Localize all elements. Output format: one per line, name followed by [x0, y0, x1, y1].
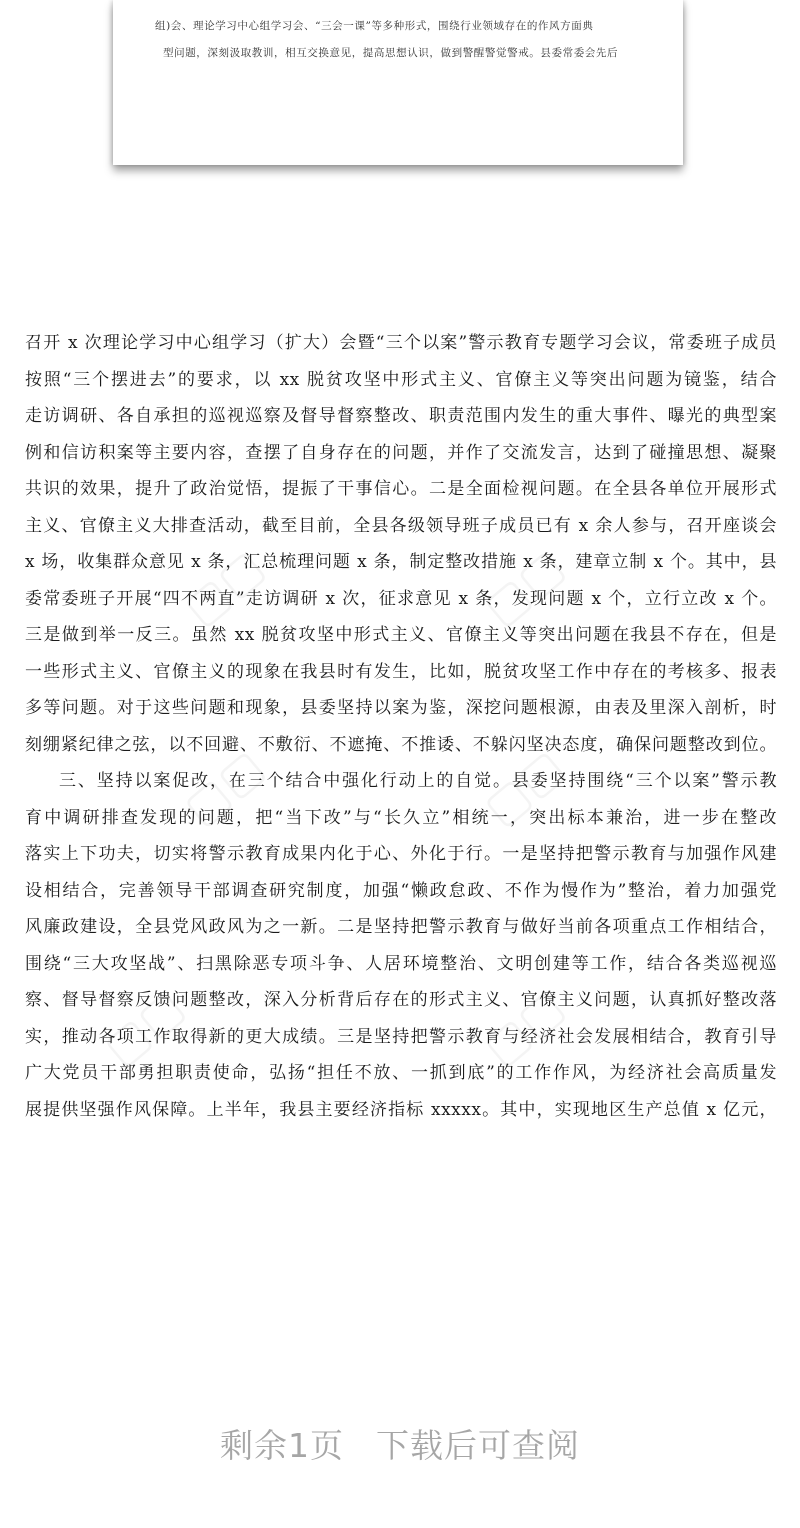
document-body	[25, 325, 777, 1128]
text-line: 走访调研、各自承担的巡视巡察及督导督察整改、职责范围内发生的重大事件、曝光的典型案	[25, 406, 777, 426]
text-line: 委常委班子开展“四不两直”走访调研 x 次，征求意见 x 条，发现问题 x 个，立行立改 x 个。	[25, 588, 777, 609]
text-line: 围绕“三大攻坚战”、扫黑除恶专项斗争、人居环境整治、文明创建等工作，结合各类巡视巡	[25, 953, 777, 974]
text-line: 展提供坚强作风保障。上半年，我县主要经济指标 xxxxx。其中，实现地区生产总值 x 亿元，	[25, 1099, 777, 1120]
preview-line: 型问题，深刻汲取教训，相互交换意见，提高思想认识，做到警醒警觉警戒。县委常委会先后	[163, 47, 619, 59]
text-line: 按照“三个摆进去”的要求，以 xx 脱贫攻坚中形式主义、官僚主义等突出问题为镜鉴，结合	[25, 369, 777, 390]
remaining-pages-label: 剩余1页	[220, 1426, 344, 1465]
text-line: 共识的效果，提升了政治觉悟，提振了干事信心。二是全面检视问题。在全县各单位开展形式	[25, 479, 777, 499]
text-line: 育中调研排查发现的问题，把“当下改”与“长久立”相统一，突出标本兼治，进一步在整改	[25, 807, 777, 828]
text-line: 落实上下功夫，切实将警示教育成果内化于心、外化于行。一是坚持把警示教育与加强作风建	[25, 844, 777, 864]
text-line: 刻绷紧纪律之弦，以不回避、不敷衍、不遮掩、不推诿、不躲闪坚决态度，确保问题整改到位。	[25, 734, 777, 755]
text-line: 设相结合，完善领导干部调查研究制度，加强“懒政怠政、不作为慢作为”整治，着力加强党	[25, 880, 777, 901]
text-line: x 场，收集群众意见 x 条，汇总梳理问题 x 条，制定整改措施 x 条，建章立制 x 个。其中，县	[25, 552, 777, 572]
preview-line: 组)会、理论学习中心组学习会、“三会一课”等多种形式，围绕行业领域存在的作风方面典	[155, 20, 594, 32]
text-line: 召开 x 次理论学习中心组学习（扩大）会暨“三个以案”警示教育专题学习会议，常委班子成员	[25, 333, 777, 353]
text-line: 主义、官僚主义大排查活动，截至目前，全县各级领导班子成员已有 x 余人参与，召开座谈会	[25, 515, 777, 536]
text-line: 风廉政建设，全县党风政风为之一新。二是坚持把警示教育与做好当前各项重点工作相结合，	[25, 917, 777, 937]
previous-page-preview	[113, 0, 683, 165]
text-line: 多等问题。对于这些问题和现象，县委坚持以案为鉴，深挖问题根源，由表及里深入剖析，时	[25, 698, 777, 718]
text-line: 实，推动各项工作取得新的更大成绩。三是坚持把警示教育与经济社会发展相结合，教育引导	[25, 1026, 777, 1047]
download-hint-label: 下载后可查阅	[376, 1426, 580, 1465]
text-line: 三是做到举一反三。虽然 xx 脱贫攻坚中形式主义、官僚主义等突出问题在我县不存在，但是	[25, 625, 777, 645]
remaining-pages-notice[interactable]	[0, 1420, 800, 1467]
preview-text	[155, 13, 655, 67]
text-line: 广大党员干部勇担职责使命，弘扬“担任不放、一抓到底”的工作作风，为经济社会高质量发	[25, 1063, 777, 1083]
text-line: 例和信访积案等主要内容，查摆了自身存在的问题，并作了交流发言，达到了碰撞思想、凝聚	[25, 442, 777, 463]
text-line: 三、坚持以案促改，在三个结合中强化行动上的自觉。县委坚持围绕“三个以案”警示教	[59, 771, 777, 791]
text-line: 一些形式主义、官僚主义的现象在我县时有发生，比如，脱贫攻坚工作中存在的考核多、报表	[25, 661, 777, 682]
text-line: 察、督导督察反馈问题整改，深入分析背后存在的形式主义、官僚主义问题，认真抓好整改落	[25, 990, 777, 1010]
